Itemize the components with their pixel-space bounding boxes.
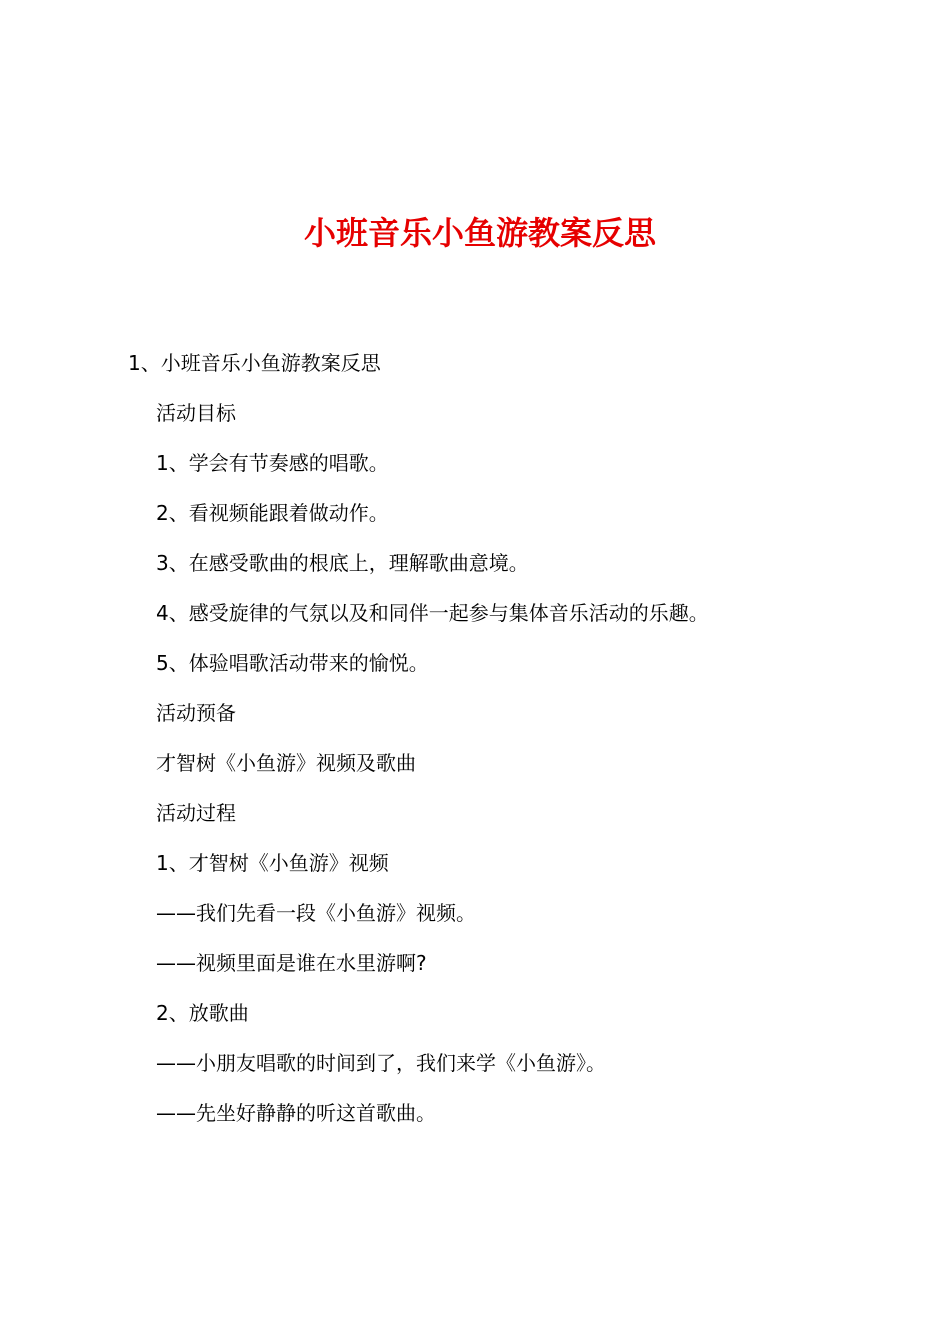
body-line: 活动目标 xyxy=(156,401,236,425)
body-line: ——视频里面是谁在水里游啊? xyxy=(156,951,427,975)
section-heading: 1、小班音乐小鱼游教案反思 xyxy=(128,351,381,375)
body-line: ——我们先看一段《小鱼游》视频。 xyxy=(156,901,476,925)
body-line: 5、体验唱歌活动带来的愉悦。 xyxy=(156,651,429,675)
body-line: 2、放歌曲 xyxy=(156,1001,249,1025)
body-line: 3、在感受歌曲的根底上，理解歌曲意境。 xyxy=(156,551,529,575)
body-line: 活动预备 xyxy=(156,701,236,725)
body-line: 活动过程 xyxy=(156,801,236,825)
body-line: 2、看视频能跟着做动作。 xyxy=(156,501,389,525)
body-line: ——小朋友唱歌的时间到了，我们来学《小鱼游》。 xyxy=(156,1051,606,1075)
body-line: 才智树《小鱼游》视频及歌曲 xyxy=(156,751,416,775)
body-line: 4、感受旋律的气氛以及和同伴一起参与集体音乐活动的乐趣。 xyxy=(156,601,709,625)
document-title: 小班音乐小鱼游教案反思 xyxy=(303,214,656,252)
body-line: ——先坐好静静的听这首歌曲。 xyxy=(156,1101,436,1125)
document-body xyxy=(0,338,950,1138)
body-line: 1、才智树《小鱼游》视频 xyxy=(156,851,389,875)
body-line: 1、学会有节奏感的唱歌。 xyxy=(156,451,389,475)
